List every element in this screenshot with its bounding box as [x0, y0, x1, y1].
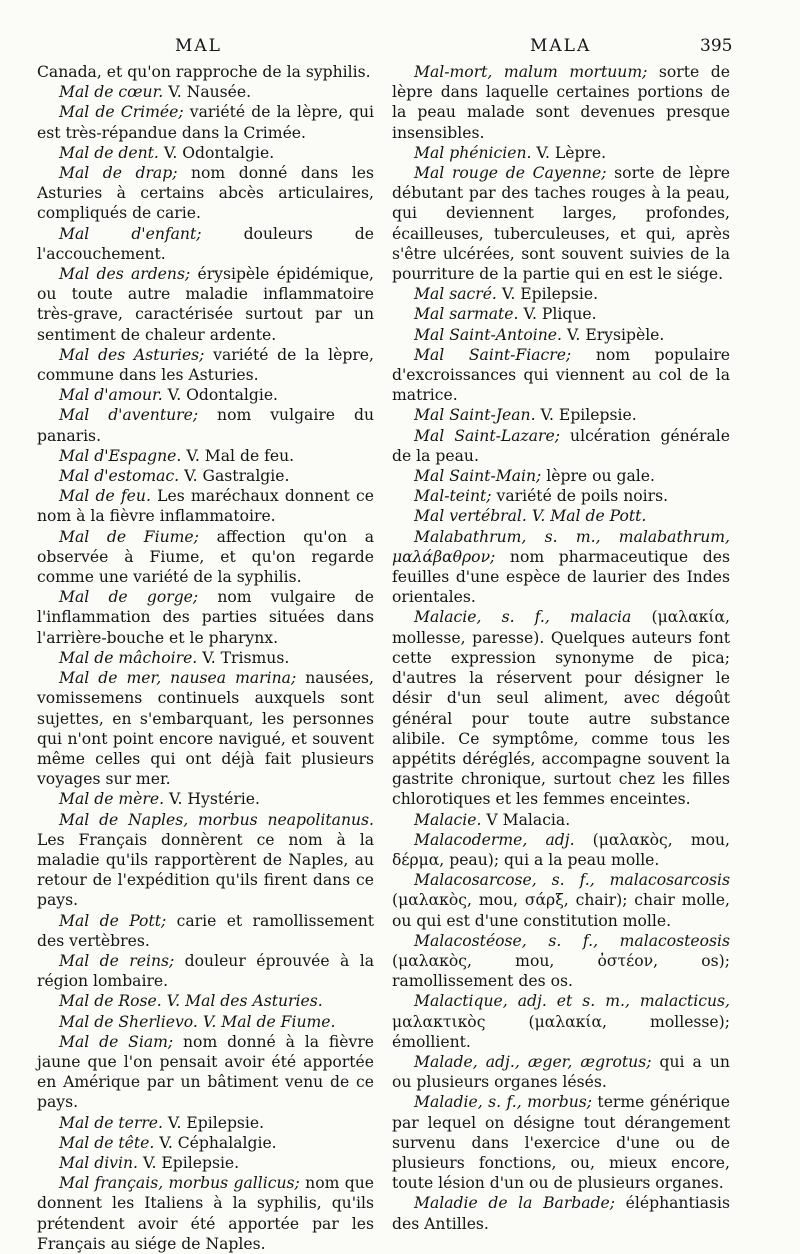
entry-definition: érysipèle épidémique, ou toute autre maladie inflammatoire très-grave, caractérisée surtout par un sentiment de chaleur ardente. — [37, 265, 375, 344]
entry-term: Mal d'enfant; — [59, 224, 202, 243]
dictionary-entry — [37, 163, 374, 224]
header-left-word: MAL — [175, 36, 222, 56]
entry-definition: nom donné à la fièvre jaune que l'on pensait avoir été apportée en Amérique par un bâtiment venu de ce pays. — [37, 1032, 375, 1112]
entry-definition: nausées, vomissemens continuels auxquels sont sujettes, en s'embarquant, les personnes qui n'ont point encore navigué, et souvent même celles qui ont déjà fait plusieurs voyages sur mer. — [37, 669, 375, 789]
entry-definition: V. Nausée. — [163, 83, 252, 102]
entry-definition: V. Erysipèle. — [561, 325, 665, 344]
dictionary-entry — [37, 1133, 374, 1153]
entry-definition: nom vulgaire du panaris. — [37, 406, 374, 445]
dictionary-entry — [37, 1012, 374, 1032]
entry-term: Mal de drap; — [59, 164, 178, 183]
entry-definition: nom donné dans les Asturies à certains abcès articulaires, compliqués de carie. — [37, 164, 374, 223]
entry-definition: Canada, et qu'on rapproche de la syphilis. — [37, 63, 371, 81]
dictionary-entry — [37, 224, 374, 264]
dictionary-entry — [37, 82, 374, 102]
entry-term: Malacosarcose, s. f., malacosarcosis — [414, 871, 730, 890]
entry-term: Mal français, morbus gallicus; — [59, 1174, 300, 1193]
entry-definition: lèpre ou gale. — [541, 467, 655, 486]
entry-term: Malactique, adj. et s. m., malacticus, — [414, 992, 730, 1011]
dictionary-entry — [392, 1052, 730, 1092]
page-number: 395 — [700, 36, 733, 56]
dictionary-entry — [392, 426, 730, 466]
entry-term: Mal de dent. — [59, 143, 159, 162]
entry-definition: V. Epilepsie. — [137, 1153, 240, 1172]
dictionary-entry — [37, 951, 374, 991]
entry-definition: V. Hystérie. — [164, 790, 260, 809]
dictionary-entry — [37, 385, 374, 405]
entry-definition: μαλακτικὸς (μαλακία, mollesse); émollient. — [392, 1012, 730, 1051]
entry-term: Maladie de la Barbade; — [414, 1194, 616, 1213]
dictionary-entry — [37, 486, 374, 526]
entry-definition: ulcération générale de la peau. — [392, 426, 730, 465]
entry-term: Mal des ardens; — [59, 265, 191, 284]
entry-term: Mal de feu. — [59, 487, 151, 506]
entry-definition: (μαλακὸς, mou, δέρμα, peau); qui a la peau molle. — [392, 830, 730, 869]
entry-definition: V. Gastralgie. — [179, 467, 290, 486]
entry-term: Mal de mer, nausea marina; — [59, 669, 297, 688]
entry-term: Mal phénicien. — [414, 143, 532, 162]
dictionary-entry — [392, 466, 730, 486]
entry-definition: variété de la lèpre, qui est très-répandue dans la Crimée. — [37, 103, 374, 142]
dictionary-entry — [37, 1153, 374, 1173]
entry-term: Mal-mort, malum mortuum; — [414, 63, 648, 81]
entry-definition: V. Mal de feu. — [181, 446, 295, 465]
dictionary-entry — [392, 1092, 730, 1193]
dictionary-entry — [37, 143, 374, 163]
entry-definition: Les Français donnèrent ce nom à la maladie qu'ils rapportèrent de Naples, au retour de l'expédition qu'ils firent dans ce pays. — [37, 830, 374, 910]
entry-definition: V. Odontalgie. — [162, 386, 279, 405]
dictionary-entry — [392, 345, 730, 406]
entry-definition: nom vulgaire de l'inflammation des parties situées dans l'arrière-bouche et le pharynx. — [37, 588, 374, 647]
dictionary-entry — [37, 446, 374, 466]
dictionary-entry — [37, 1113, 374, 1133]
entry-definition: douleur éprouvée à la région lombaire. — [37, 951, 374, 991]
entry-term: Mal de mère. — [59, 790, 165, 809]
dictionary-entry — [37, 62, 374, 82]
entry-term: Malacoderme, adj. — [414, 830, 575, 849]
entry-term: Malabathrum, s. m., malabathrum, μαλάβαθρον; — [392, 527, 730, 566]
dictionary-entry — [37, 789, 374, 809]
entry-term: Mal de Rose. V. Mal des Asturies. — [59, 992, 323, 1011]
entry-definition: V. Odontalgie. — [158, 143, 275, 162]
entry-definition: (μαλακὸς, mou, σάρξ, chair); chair molle, ou qui est d'une constitution molle. — [392, 891, 730, 930]
entry-definition: (μαλακὸς, mou, ὀστέον, os); ramollissement des os. — [392, 951, 730, 991]
entry-term: Malacie. — [414, 810, 482, 829]
dictionary-entry — [392, 830, 730, 870]
entry-definition: éléphantiasis des Antilles. — [392, 1194, 730, 1233]
entry-definition: qui a un ou plusieurs organes lésés. — [392, 1052, 730, 1092]
dictionary-entry — [37, 1032, 374, 1113]
dictionary-entry — [37, 587, 374, 648]
dictionary-entry — [37, 911, 374, 951]
entry-definition: V. Epilepsie. — [535, 406, 637, 425]
dictionary-entry — [392, 405, 730, 425]
dictionary-entry — [392, 486, 730, 506]
entry-term: Mal de Pott; — [59, 911, 167, 930]
entry-definition: variété de la lèpre, commune dans les Asturies. — [37, 345, 374, 385]
dictionary-entry — [37, 810, 374, 911]
dictionary-entry — [392, 143, 730, 163]
entry-term: Mal de reins; — [59, 951, 175, 970]
entry-definition: terme générique par lequel on désigne tout dérangement survenu dans l'exercice d'une ou de plusieurs fonctions, ou, mieux encore, toute lésion d'un ou de plusieurs organes. — [392, 1093, 730, 1193]
dictionary-entry — [392, 62, 730, 143]
dictionary-entry — [37, 991, 374, 1011]
dictionary-entry — [37, 668, 374, 789]
entry-term: Mal de Crimée; — [59, 103, 184, 122]
entry-term: Mal de Siam; — [59, 1032, 174, 1051]
dictionary-entry — [392, 284, 730, 304]
entry-definition: V. Lèpre. — [531, 143, 607, 162]
dictionary-entry — [392, 325, 730, 345]
dictionary-entry — [37, 264, 374, 345]
dictionary-entry — [392, 304, 730, 324]
entry-term: Mal divin. — [59, 1153, 138, 1172]
running-header — [0, 36, 800, 60]
dictionary-entry — [392, 870, 730, 931]
entry-term: Mal de Sherlievo. V. Mal de Fiume. — [59, 1012, 336, 1031]
entry-term: Mal d'Espagne. — [59, 446, 182, 465]
entry-term: Mal de terre. — [59, 1113, 163, 1132]
entry-term: Mal Saint-Fiacre; — [414, 345, 572, 364]
entry-definition: sorte de lèpre débutant par des taches rouges à la peau, qui deviennent larges, profondes, écailleuses, tuberculeuses, et qui, après s'être ulcérées, sont souvent suivies de la pourriture de la partie qui en est le siége. — [392, 164, 730, 284]
entry-definition: V. Epilepsie. — [162, 1113, 265, 1132]
entry-definition: sorte de lèpre dans laquelle certaines portions de la peau malade sont devenues presque insensibles. — [392, 63, 730, 142]
entry-term: Mal d'estomac. — [59, 467, 180, 486]
dictionary-entry — [37, 466, 374, 486]
entry-term: Malade, adj., æger, ægrotus; — [414, 1052, 652, 1071]
dictionary-entry — [37, 405, 374, 445]
entry-term: Mal de Fiume; — [59, 527, 199, 546]
entry-term: Mal-teint; — [414, 487, 492, 506]
entry-term: Mal d'aventure; — [59, 406, 199, 425]
dictionary-entry — [37, 345, 374, 385]
entry-term: Mal de Naples, morbus neapolitanus. — [59, 810, 374, 829]
entry-term: Mal d'amour. — [59, 386, 163, 405]
dictionary-entry — [392, 607, 730, 809]
entry-definition: douleurs de l'accouchement. — [37, 224, 374, 263]
dictionary-entry — [37, 1173, 374, 1254]
entry-term: Mal Saint-Lazare; — [414, 426, 560, 445]
right-column — [392, 62, 730, 1234]
entry-definition: (μαλακία, mollesse, paresse). Quelques auteurs font cette expression synonyme de pica; d'autres la réservent pour désigner le désir d'un seul aliment, avec dégoût général pour toute autre substance alibile. Ce symptôme, comme tous les appétits déréglés, accompagne souvent la gastrite chronique, surtout chez les filles chlorotiques et les femmes enceintes. — [392, 608, 730, 809]
entry-definition: carie et ramollissement des vertèbres. — [37, 911, 374, 950]
dictionary-entry — [392, 991, 730, 1052]
entry-definition: nom que donnent les Italiens à la syphilis, qu'ils prétendent avoir été apportée par les Français au siége de Naples. — [37, 1174, 374, 1253]
entry-term: Mal Saint-Main; — [414, 467, 542, 486]
dictionary-entry — [392, 163, 730, 284]
dictionary-entry — [392, 527, 730, 608]
entry-term: Mal de mâchoire. — [59, 648, 198, 667]
dictionary-entry — [37, 102, 374, 142]
entry-definition: nom pharmaceutique des feuilles d'une espèce de laurier des Indes orientales. — [392, 547, 730, 607]
entry-term: Mal de tête. — [59, 1133, 155, 1152]
entry-term: Mal Saint-Jean. — [414, 406, 536, 425]
dictionary-entry — [37, 648, 374, 668]
dictionary-entry — [392, 1193, 730, 1233]
entry-definition: V. Trismus. — [197, 648, 290, 667]
entry-definition: V. Plique. — [518, 305, 597, 324]
entry-term: Mal sacré. — [414, 285, 497, 304]
entry-definition: nom populaire d'excroissances qui viennent au col de la matrice. — [392, 345, 731, 405]
dictionary-entry — [37, 527, 374, 588]
entry-term: Mal des Asturies; — [59, 345, 205, 364]
dictionary-entry — [392, 506, 730, 526]
entry-definition: V Malacia. — [481, 810, 571, 829]
entry-term: Mal rouge de Cayenne; — [414, 164, 607, 183]
entry-term: Mal Saint-Antoine. — [414, 325, 562, 344]
left-column — [37, 62, 374, 1254]
entry-definition: V. Epilepsie. — [496, 285, 599, 304]
entry-term: Malacostéose, s. f., malacosteosis — [414, 931, 730, 950]
entry-term: Mal de cœur. — [59, 83, 164, 102]
entry-term: Malacie, s. f., malacia — [414, 608, 632, 627]
entry-term: Mal vertébral. V. Mal de Pott. — [414, 507, 647, 526]
header-center-word: MALA — [530, 36, 592, 56]
entry-term: Mal sarmate. — [414, 305, 519, 324]
entry-definition: V. Céphalalgie. — [154, 1133, 277, 1152]
entry-term: Maladie, s. f., morbus; — [414, 1093, 592, 1112]
dictionary-entry — [392, 810, 730, 830]
entry-definition: Les maréchaux donnent ce nom à la fièvre inflammatoire. — [37, 487, 375, 526]
entry-definition: variété de poils noirs. — [491, 487, 669, 506]
dictionary-entry — [392, 931, 730, 992]
entry-term: Mal de gorge; — [59, 588, 199, 607]
entry-definition: affection qu'on a observée à Fiume, et qu'on regarde comme une variété de la syphilis. — [37, 527, 374, 587]
